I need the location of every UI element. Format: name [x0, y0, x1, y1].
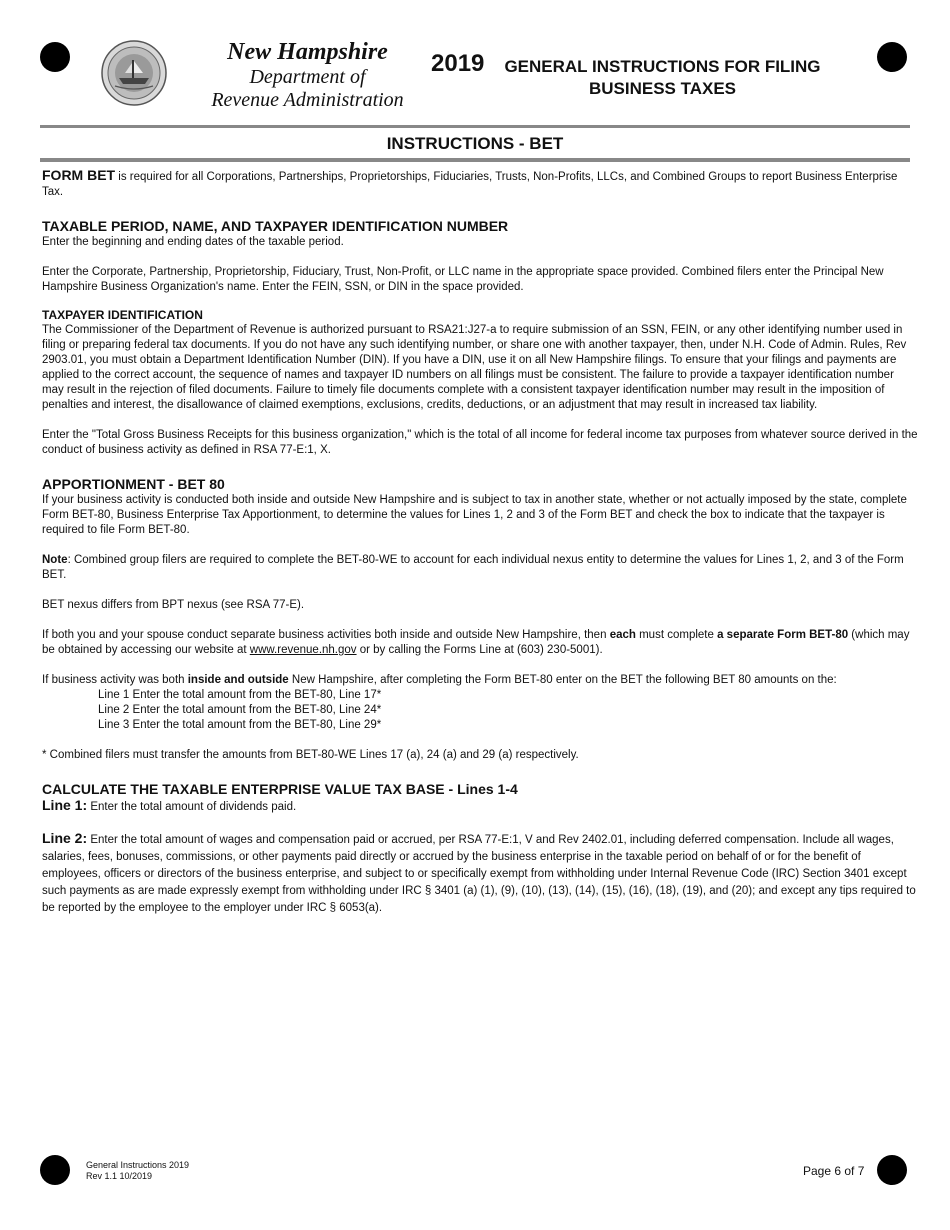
taxpayer-id-heading: TAXPAYER IDENTIFICATION: [42, 308, 203, 322]
p5-inside-outside: inside and outside: [187, 674, 289, 686]
line-1-label: Line 1:: [42, 797, 88, 813]
combined-filers-footnote: * Combined filers must transfer the amounts from BET-80-WE Lines 17 (a), 24 (a) and 29 (a) respectively.: [42, 749, 579, 761]
taxable-period-p2: Enter the Corporate, Partnership, Proprietorship, Fiduciary, Trust, Non-Profit, or LLC name in the appropriate space provided. Combined filers enter the Principal New Hampshire Business Organization's name. Enter the FEIN, SSN, or DIN in the space provided.: [42, 266, 884, 293]
footer-doc-name: General Instructions 2019: [86, 1160, 190, 1170]
line-1-text: Enter the total amount of dividends paid.: [87, 801, 297, 813]
apportionment-heading: APPORTIONMENT - BET 80: [42, 476, 225, 492]
apportionment-p4: [42, 628, 918, 658]
p4-text-f: or by calling the Forms Line at (603) 230-5001).: [356, 644, 603, 656]
p5-text-a: If business activity was both: [42, 674, 188, 686]
registration-mark-bottom-right: [877, 1155, 907, 1185]
p4-text-a: If both you and your spouse conduct separate business activities both inside and outside New Hampshire, then: [42, 629, 610, 641]
p4-text-c: must complete: [635, 629, 718, 641]
document-title-line-2: BUSINESS TAXES: [588, 79, 737, 98]
header-divider: [40, 125, 910, 128]
footer-revision: Rev 1.1 10/2019: [86, 1171, 153, 1181]
registration-mark-top-left: [40, 42, 70, 72]
bet80-line-1: Line 1 Enter the total amount from the BET-80, Line 17*: [98, 689, 382, 701]
section-title: INSTRUCTIONS - BET: [386, 134, 564, 153]
line-2-label: Line 2:: [42, 830, 88, 846]
intro-lead: FORM BET: [42, 167, 116, 183]
registration-mark-bottom-left: [40, 1155, 70, 1185]
intro-paragraph: [42, 168, 918, 200]
section-divider: [40, 158, 910, 162]
bet80-line-3: Line 3 Enter the total amount from the BET-80, Line 29*: [98, 719, 382, 731]
registration-mark-top-right: [877, 42, 907, 72]
document-title: [500, 56, 825, 100]
agency-line-1: New Hampshire: [227, 39, 388, 65]
p4-text-e: (which may be obtained by accessing our website at: [42, 629, 910, 656]
note-text: : Combined group filers are required to complete the BET-80-WE to account for each individual nexus entity to determine the values for Lines 1, 2, and 3 of the Form BET.: [42, 554, 904, 581]
p5-text-c: New Hampshire, after completing the Form BET-80 enter on the BET the following BET 80 amounts on the:: [288, 674, 837, 686]
footer-doc-info: [86, 1160, 189, 1182]
agency-line-2: Department of: [249, 66, 366, 88]
bet80-line-2: Line 2 Enter the total amount from the BET-80, Line 24*: [98, 704, 382, 716]
apportionment-p1: If your business activity is conducted both inside and outside New Hampshire and is subject to tax in another state, whether or not actually imposed by the state, complete Form BET-80, Business Enterprise Tax Apportionment, to determine the values for Lines 1, 2 and 3 of the Form BET and check the box to indicate that the taxpayer is required to file Form BET-80.: [42, 494, 907, 536]
apportionment-p3: BET nexus differs from BPT nexus (see RSA 77-E).: [42, 599, 305, 611]
page-number: Page 6 of 7: [803, 1164, 865, 1178]
line-2-instruction: [42, 830, 918, 917]
document-title-line-1: GENERAL INSTRUCTIONS FOR FILING: [504, 57, 821, 76]
apportionment-p5: [42, 673, 918, 688]
calculate-heading: CALCULATE THE TAXABLE ENTERPRISE VALUE TAX BASE - Lines 1-4: [42, 781, 518, 797]
p4-each: each: [609, 629, 636, 641]
line-1-instruction: [42, 798, 918, 815]
taxable-period-p1: Enter the beginning and ending dates of the taxable period.: [42, 236, 344, 248]
p4-separate-form: a separate Form BET-80: [717, 629, 849, 641]
instructions-body: [42, 168, 918, 917]
website-link[interactable]: www.revenue.nh.gov: [249, 644, 357, 656]
agency-name: [195, 38, 420, 112]
agency-line-3: Revenue Administration: [211, 89, 404, 111]
note-label: Note: [42, 554, 68, 566]
line-2-text: Enter the total amount of wages and compensation paid or accrued, per RSA 77-E:1, V and Rev 2402.01, including deferred compensation. Include all wages, salaries, fees, bonuses, commissions, or other payments paid directly or accrued by the business enterprise in the taxable period on behalf of or for the benefit of employees, officers or directors of the business enterprise, and subject to or specifically exempt from withholding under Internal Revenue Code (IRC) Section 3401 except such payments as are made expressly exempt from withholding under IRC § 3401 (a) (1), (9), (10), (13), (14), (15), (16), (18), (19), and (20); and except any tips required to be reported by the employee to the employer under IRC § 6053(a).: [42, 834, 916, 914]
intro-text: is required for all Corporations, Partnerships, Proprietorships, Fiduciaries, Trusts, Non-Profits, LLCs, and Combined Groups to report Business Enterprise Tax.: [42, 171, 898, 198]
taxpayer-id-p1: The Commissioner of the Department of Revenue is authorized pursuant to RSA21:J27-a to require submission of an SSN, FEIN, or any other identifying number used in filing or preparing federal tax documents. If you do not have any such identifying number, or share one with another taxpayer, then, under N.H. Code of Admin. Rules, Rev 2903.01, you must obtain a Department Identification Number (DIN). If you have a DIN, use it on all New Hampshire filings. To ensure that your filings and payments are applied to the correct account, the sequence of names and taxpayer ID numbers on all filings must be consistent. The failure to provide a taxpayer identification number may result in the rejection of filed documents. Failure to timely file documents complete with a consistent taxpayer identification number may result in the imposition of penalties and interest, the disallowance of claimed exemptions, exclusions, credits, deductions, or an adjustment that may result in increased tax liability.: [42, 324, 907, 411]
apportionment-note: [42, 553, 918, 583]
tax-year: 2019: [431, 50, 485, 77]
taxpayer-id-p2: Enter the "Total Gross Business Receipts for this business organization," which is the total of all income for federal income tax purposes from whatever source derived in the conduct of business activity as defined in RSA 77-E:1, X.: [42, 429, 918, 456]
taxable-period-heading: TAXABLE PERIOD, NAME, AND TAXPAYER IDENTIFICATION NUMBER: [42, 218, 509, 234]
state-seal-icon: [101, 40, 167, 106]
